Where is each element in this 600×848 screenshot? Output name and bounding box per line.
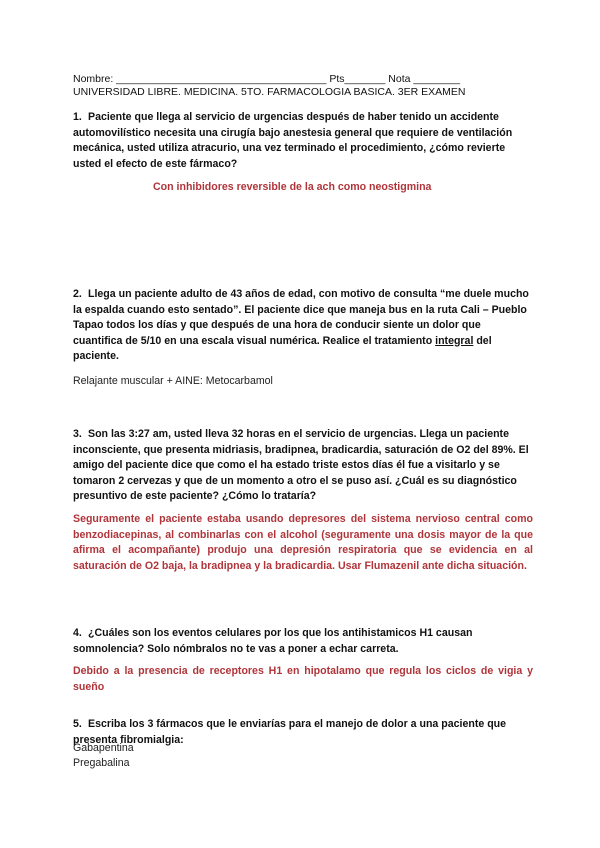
question-2 <box>73 287 533 365</box>
question-number: 5. <box>73 718 82 730</box>
name-score-line: Nombre: ____________________________________ Pts_______ Nota ________ <box>73 73 461 85</box>
question-3 <box>73 427 533 505</box>
exam-title: UNIVERSIDAD LIBRE. MEDICINA. 5TO. FARMACOLOGIA BASICA. 3ER EXAMEN <box>73 86 466 98</box>
answer-2: Relajante muscular + AINE: Metocarbamol <box>73 375 273 387</box>
question-text: Paciente que llega al servicio de urgencias después de haber tenido un accidente automovilístico necesita una cirugía bajo anestesia general que requiere de ventilación mecánica, usted utiliza atracurio, una vez terminado el procedimiento, ¿cómo revierte usted el efecto de este fármaco? <box>73 111 513 170</box>
question-number: 3. <box>73 428 82 440</box>
answer-3: Seguramente el paciente estaba usando depresores del sistema nervioso central como benzodiacepinas, al combinarlas con el alcohol (seguramente una dosis mayor de la que afirma el acompañante) produjo una depresión respiratoria que se evidencia en al saturación de O2 baja, la bradipnea y la bradicardia. Usar Flumazenil ante dicha situación. <box>73 513 533 572</box>
question-number: 4. <box>73 627 82 639</box>
question-4 <box>73 626 533 657</box>
question-text: ¿Cuáles son los eventos celulares por los que los antihistamicos H1 causan somnolencia? Solo nómbralos no te vas a poner a echar carreta. <box>73 627 473 655</box>
question-text-end: del paciente. <box>73 334 492 362</box>
answer-4: Debido a la presencia de receptores H1 en hipotalamo que regula los ciclos de vigia y sueño <box>73 665 533 693</box>
question-text: Escriba los 3 fármacos que le enviarías para el manejo de dolor a una paciente que presenta fibromialgia: <box>73 718 507 746</box>
question-number: 2. <box>73 288 82 300</box>
answer-1: Con inhibidores reversible de la ach como neostigmina <box>153 181 432 193</box>
question-number: 1. <box>73 111 82 123</box>
answer-5-item: Pregabalina <box>73 757 130 769</box>
question-1 <box>73 110 533 172</box>
question-5 <box>73 717 533 748</box>
underlined-word: integral <box>435 334 474 347</box>
answer-5-item: Gabapentina <box>73 742 134 754</box>
question-text: Son las 3:27 am, usted lleva 32 horas en el servicio de urgencias. Llega un paciente inconsciente, que presenta midriasis, bradipnea, bradicardia, saturación de O2 del 89%. El amigo del paciente dice que como el ha estado triste estos días él fue a visitarlo y se tomaron 2 cervezas y que de un momento a otro el se puso así. ¿Cuál es su diagnóstico presuntivo de este paciente? ¿Cómo lo trataría? <box>73 428 529 502</box>
question-text: Llega un paciente adulto de 43 años de edad, con motivo de consulta “me duele mucho la espalda cuando esto sentado”. El paciente dice que maneja bus en la ruta Cali – Pueblo Tapao todos los días y que después de una hora de conducir siente un dolor que cuantifica de 5/10 en una escala visual numérica. Realice el tratamiento <box>73 288 529 347</box>
